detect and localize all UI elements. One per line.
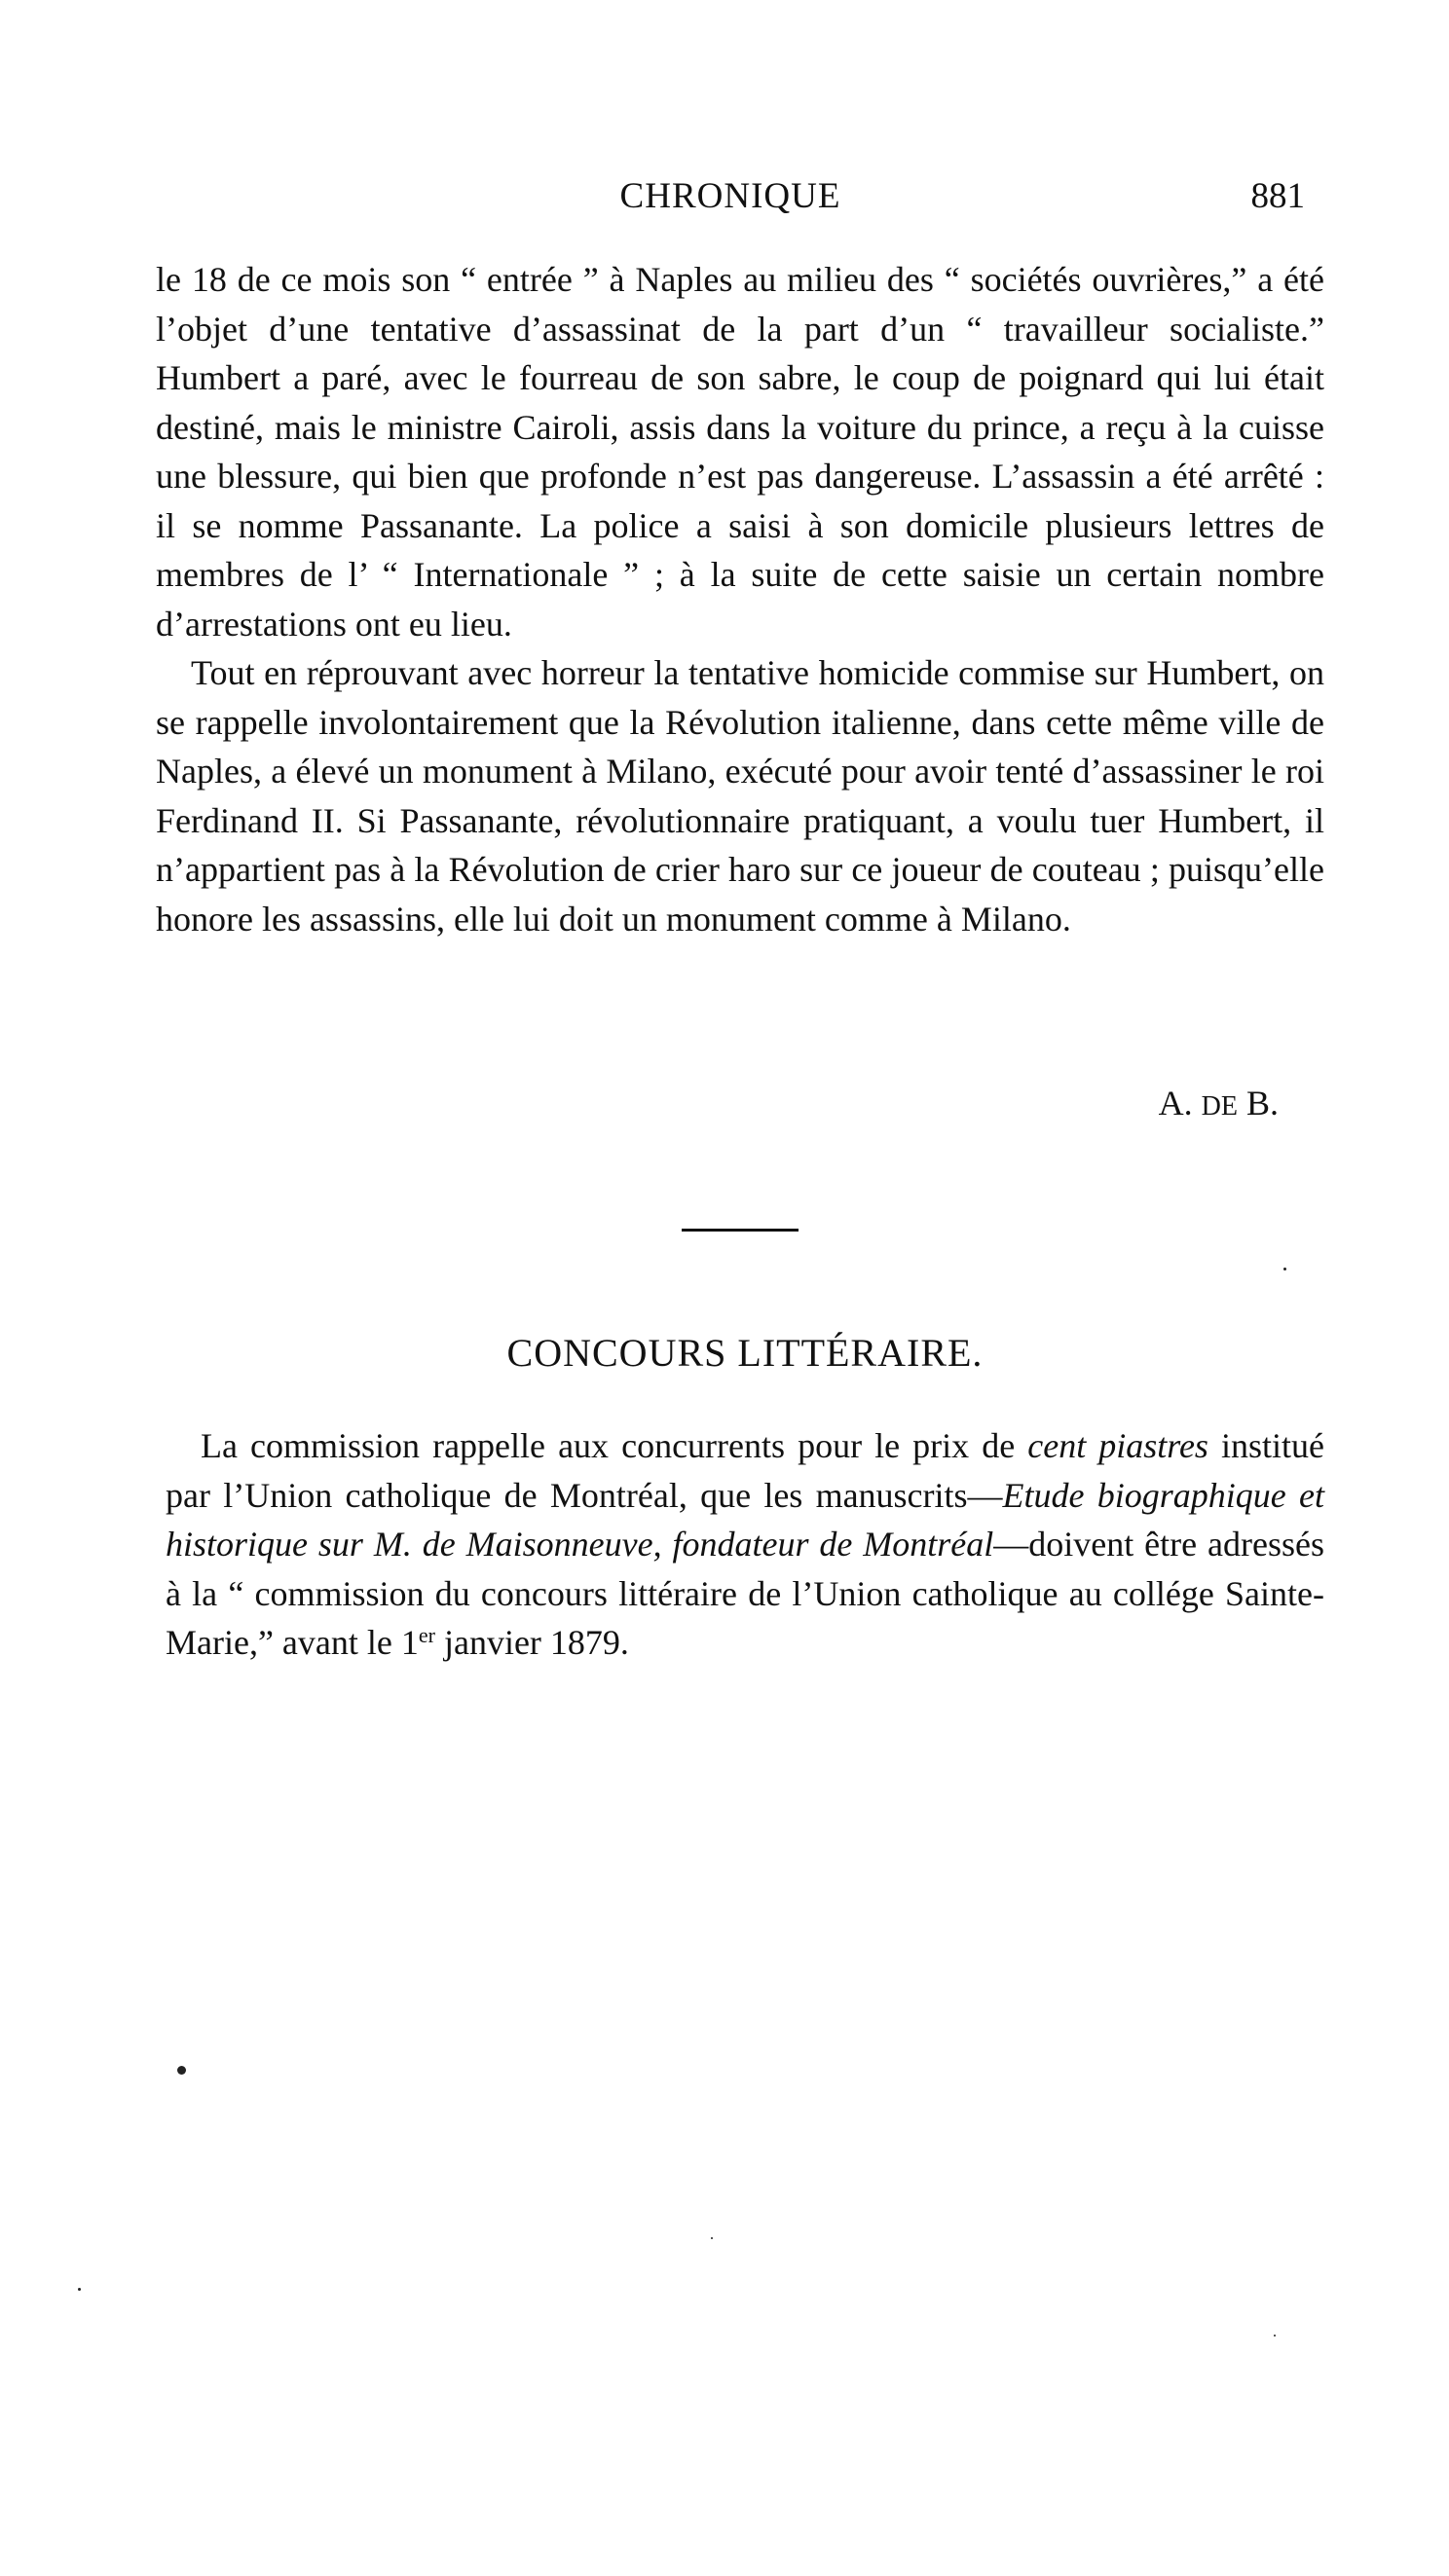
concours-text-3: —doivent être adressés à la “ commission du concours littéraire de l’Union catholique au collége Sainte-Marie,” avant le 1 <box>166 1525 1324 1662</box>
signature-particle: DE <box>1201 1091 1238 1122</box>
ink-speck <box>78 2288 81 2291</box>
concours-italic-prize: cent piastres <box>1027 1426 1208 1465</box>
concours-italic-work-title: Etude biographique et historique sur M. de Maisonneuve, fondateur de Montréal <box>166 1475 1324 1564</box>
ink-speck <box>1283 1268 1286 1270</box>
concours-text-2: institué par l’Union catholique de Montréal, que les manuscrits— <box>166 1426 1325 1515</box>
section-divider <box>682 1229 799 1232</box>
chronique-paragraph-2: Tout en réprouvant avec horreur la tentative homicide commise sur Humbert, on se rappelle involontairement que la Révolution italienne, dans cette même ville de Naples, a élevé un monument à Milano, exécuté pour avoir tenté d’assassiner le roi Ferdinand II. Si Passanante, révolutionnaire pratiquant, a voulu tuer Humbert, il n’appartient pas à la Révolution de crier haro sur ce joueur de couteau ; puisqu’elle honore les assassins, elle lui doit un monument comme à Milano. <box>156 653 1324 938</box>
concours-text-1: La commission rappelle aux concurrents pour le prix de <box>201 1426 1028 1465</box>
signature-initial: A. <box>1158 1084 1193 1122</box>
page-number: 881 <box>1250 176 1305 216</box>
chronique-body <box>156 255 1324 943</box>
section-title: CONCOURS LITTÉRAIRE. <box>506 1331 984 1375</box>
signature-name: B. <box>1245 1084 1279 1122</box>
ink-speck <box>711 2237 713 2239</box>
ordinal-superscript: er <box>418 1623 435 1647</box>
chronique-paragraph-1: le 18 de ce mois son “ entrée ” à Naples au milieu des “ sociétés ouvrières,” a été l’objet d’une tentative d’assassinat de la part d’un “ travailleur socialiste.” Humbert a paré, avec le fourreau de son sabre, le coup de poignard qui lui était destiné, mais le ministre Cairoli, assis dans la voiture du prince, a reçu à la cuisse une blessure, qui bien que profonde n’est pas dangereuse. L’assassin a été arrêté : il se nomme Passanante. La police a saisi à son domicile plusieurs lettres de membres de l’ “ Internationale ” ; à la suite de cette saisie un certain nombre d’arrestations ont eu lieu. <box>156 260 1324 644</box>
running-header <box>156 175 1305 234</box>
ink-speck <box>1274 2335 1276 2337</box>
ink-speck <box>177 2066 186 2075</box>
concours-body <box>166 1421 1324 1668</box>
concours-text-4: janvier 1879. <box>434 1623 629 1662</box>
running-title: CHRONIQUE <box>619 176 841 216</box>
concours-paragraph <box>166 1421 1324 1668</box>
author-signature <box>1159 1083 1279 1123</box>
